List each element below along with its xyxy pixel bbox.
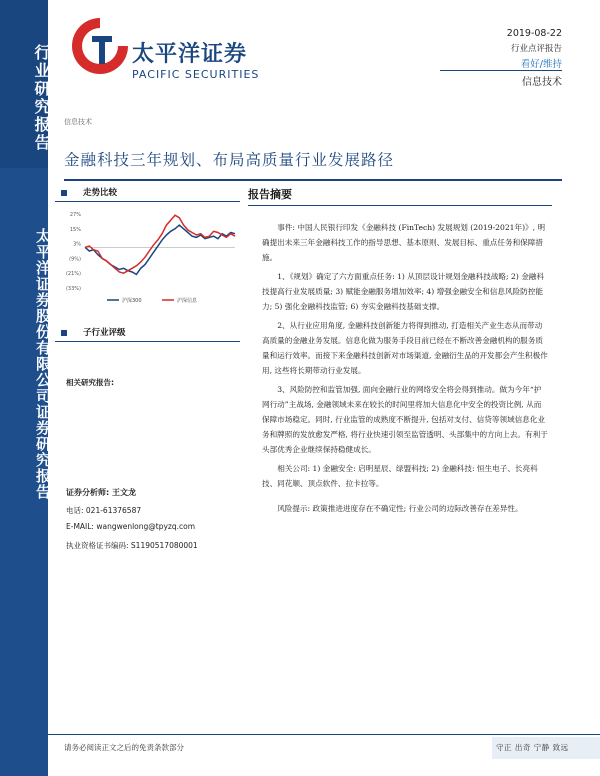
sidebar-title-report-type: 行业研究报告 <box>32 44 51 152</box>
trend-heading-label: 走势比较 <box>83 188 118 198</box>
sub-rating-heading-label: 子行业评级 <box>83 328 126 338</box>
analyst-license: 执业资格证书编码: S1190517080001 <box>66 541 198 550</box>
page-title: 金融科技三年规划、布局高质量行业发展路径 <box>64 151 395 169</box>
trend-heading <box>55 184 240 202</box>
sector-label: 信息技术 <box>522 77 562 88</box>
y-tick-label: 3% <box>73 241 81 248</box>
report-type: 行业点评报告 <box>510 44 562 54</box>
sidebar-title-company: 太平洋证券股份有限公司证券研究报告 <box>34 228 52 500</box>
bullet-icon <box>61 330 67 336</box>
y-tick-label: 15% <box>69 226 81 233</box>
summary-column <box>248 184 552 520</box>
summary-heading: 报告摘要 <box>248 184 552 206</box>
sub-rating-heading <box>55 324 240 342</box>
analyst-name: 王文龙 <box>112 488 136 497</box>
summary-paragraph: 相关公司: 1) 金融安全: 启明星辰、绿盟科技; 2) 金融科技: 恒生电子、长亮科技、同花顺、顶点软件、拉卡拉等。 <box>262 464 538 488</box>
y-tick-label: (21%) <box>65 271 81 278</box>
analyst-email: E-MAIL: wangwenlong@tpyzq.com <box>66 522 196 531</box>
legend-label: 沪深信息 <box>177 298 198 304</box>
section-label: 信息技术 <box>64 118 92 126</box>
summary-paragraph: 风险提示: 政策推进进度存在不确定性; 行业公司的边际改善存在差异性。 <box>277 504 523 513</box>
trend-chart-svg <box>55 208 240 308</box>
industry-rating: 看好/维持 <box>520 59 562 70</box>
summary-paragraph: 事件: 中国人民银行印发《金融科技 (FinTech) 发展规划 (2019-2021年)》, 明确提出未来三年金融科技工作的指导思想、基本原则、发展目标、重点任务和保障措施。 <box>262 223 546 262</box>
analyst-label: 证券分析师: <box>66 488 110 497</box>
brand-name-en: PACIFIC SECURITIES <box>132 68 260 81</box>
summary-paragraph: 3、风险防控和监管加强, 面向金融行业的网络安全将会得到推动。做为今年“护网行动”主战场, 金融领域未来在较长的时间里将加大信息化中安全的投资比例, 从而保障市场稳定。同时, 行业监管的成熟度不断提升, 包括对支付、信贷等领域信息化业务和牌照的发放愈发严格, 将行业快速引领至监管透明、头部集中的方向上去。有利于头部优秀企业继续保持稳健成长。 <box>262 385 548 454</box>
analyst-phone: 电话: 021-61376587 <box>66 506 142 515</box>
summary-paragraph: 2、从行业应用角度, 金融科技创新能力将得到推动, 打造相关产业生态从而带动高质量的金融业务发展。信息化做为服务手段目前已经在不断改善金融机构的服务质量和运行效率。而接下来金融科技创新对市场渠道, 金融衍生品的开发都会产生积极作用, 这些将长期带动行业发展。 <box>262 321 548 375</box>
sub-rating-section <box>55 324 240 342</box>
analyst-line <box>66 487 136 498</box>
footer-slogan: 守正 出奇 宁静 致远 <box>496 743 569 752</box>
related-reports-label: 相关研究报告: <box>66 378 114 387</box>
report-date: 2019-08-22 <box>506 28 562 39</box>
y-tick-label: (33%) <box>65 286 81 292</box>
y-tick-label: (9%) <box>69 256 81 263</box>
legend-label: 沪深300 <box>122 298 142 304</box>
header-divider <box>440 70 562 71</box>
company-logo-icon <box>68 14 132 78</box>
summary-paragraph: 1、《规划》确定了六方面重点任务: 1) 从顶层设计规划金融科技战略; 2) 金融科技提高行业发展质量; 3) 赋能金融服务增加效率; 4) 增强金融安全和信息风险防控能力; 5) 强化金融科技监管; 6) 夯实金融科技基础支撑。 <box>262 272 544 311</box>
left-column <box>55 184 240 202</box>
bullet-icon <box>61 190 67 196</box>
footer-divider <box>48 734 600 735</box>
footer-disclaimer: 请务必阅读正文之后的免责条款部分 <box>64 743 184 752</box>
y-tick-label: 27% <box>69 212 81 218</box>
summary-body <box>248 206 552 516</box>
title-divider <box>64 179 562 181</box>
trend-chart <box>55 208 240 308</box>
brand-name-cn: 太平洋证券 <box>132 42 248 67</box>
